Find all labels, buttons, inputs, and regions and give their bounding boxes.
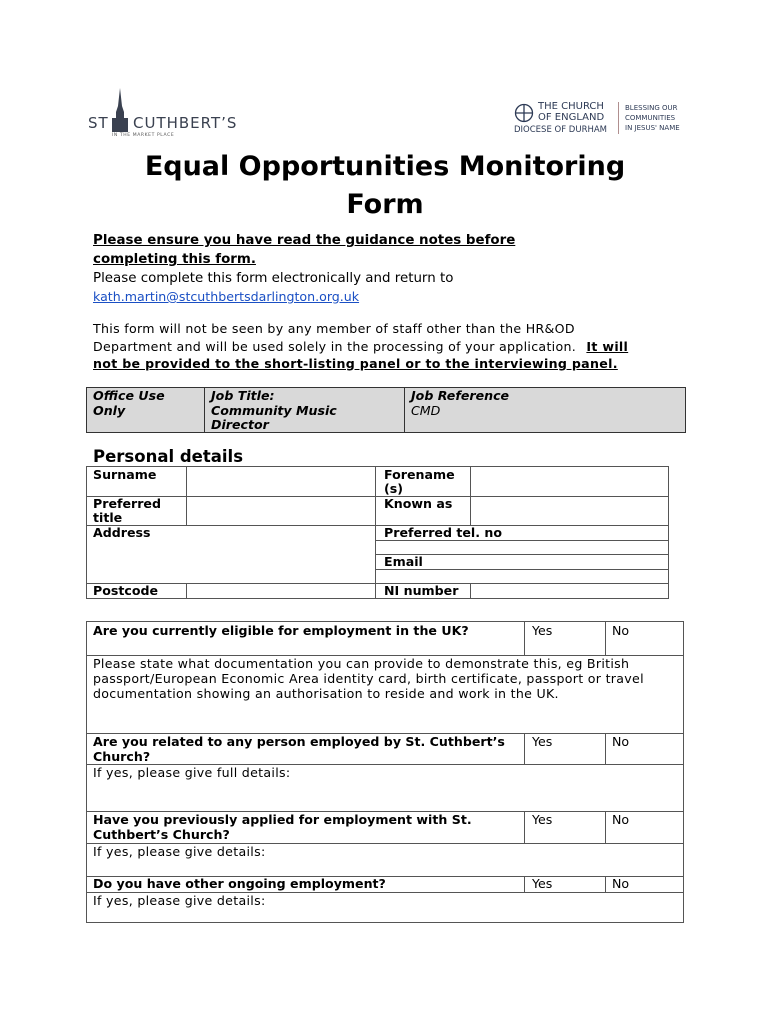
coe-tag2: COMMUNITIES [625, 114, 676, 122]
office-use-table [86, 387, 686, 433]
return-instructions: Please complete this form electronically and return to [93, 271, 454, 286]
q3-no-option[interactable]: No [612, 812, 630, 827]
job-title-cell [205, 388, 405, 432]
form-title [0, 148, 770, 224]
logo-divider [618, 102, 619, 134]
email-field[interactable] [377, 570, 667, 583]
address-label: Address [93, 525, 151, 540]
confidentiality-line2-text: Department and will be used solely in the processing of your application. [93, 339, 577, 354]
logo-tagline: IN THE MARKET PLACE [112, 133, 175, 138]
address-field[interactable] [88, 540, 374, 582]
known-as-label: Known as [384, 496, 453, 511]
surname-label: Surname [93, 467, 157, 482]
guidance-notice-line1: Please ensure you have read the guidance notes before [93, 233, 516, 248]
preferred-title-label: Preferred title [93, 496, 161, 525]
coe-tag3: IN JESUS' NAME [625, 124, 680, 132]
coe-diocese: DIOCESE OF DURHAM [514, 125, 608, 135]
q3-yes-option[interactable]: Yes [532, 812, 553, 827]
q2-related-question: Are you related to any person employed by St. Cuthbert’s Church? [93, 734, 505, 764]
q4-yes-option[interactable]: Yes [532, 876, 553, 891]
return-email-link[interactable]: kath.martin@stcuthbertsdarlington.org.uk [93, 289, 360, 304]
q4-other-employment-question: Do you have other ongoing employment? [93, 876, 386, 891]
q2-yes-option[interactable]: Yes [532, 734, 553, 749]
preferred-tel-field[interactable] [377, 541, 667, 554]
email-label: Email [384, 554, 423, 569]
church-spire-icon [110, 88, 130, 132]
confidentiality-line2 [93, 338, 628, 355]
q2-details-prompt: If yes, please give full details: [93, 765, 291, 780]
q2-details-field[interactable] [88, 780, 682, 810]
coe-tag1: BLESSING OUR [625, 104, 678, 112]
confidentiality-line2-bold: It will [586, 339, 629, 354]
ni-number-field[interactable] [472, 584, 667, 598]
coe-line2: OF ENGLAND [538, 112, 605, 123]
q1-yes-option[interactable]: Yes [532, 623, 553, 638]
logo-cuthberts: CUTHBERT’S [133, 114, 238, 132]
coe-line1: THE CHURCH [538, 101, 604, 112]
q3-details-field[interactable] [88, 859, 682, 875]
q4-details-prompt: If yes, please give details: [93, 893, 266, 908]
personal-details-heading: Personal details [93, 447, 244, 466]
postcode-label: Postcode [93, 583, 159, 598]
confidentiality-line3: not be provided to the short-listing panel or to the interviewing panel. [93, 356, 618, 371]
office-use-label: Office Use Only [87, 388, 205, 432]
job-reference-label: Job Reference [411, 388, 510, 403]
logo-st: ST [88, 114, 109, 132]
form-title-line2: Form [346, 189, 424, 220]
postcode-field[interactable] [188, 584, 374, 598]
guidance-notice-line2: completing this form. [93, 252, 256, 267]
personal-details-table [86, 466, 669, 599]
q2-no-option[interactable]: No [612, 734, 630, 749]
job-reference-value: CMD [411, 402, 441, 418]
eligibility-questions-table [86, 621, 684, 923]
q1-no-option[interactable]: No [612, 623, 630, 638]
job-reference-cell [405, 388, 685, 432]
known-as-field[interactable] [472, 497, 667, 524]
confidentiality-line1: This form will not be seen by any member of staff other than the HR&OD [93, 321, 575, 336]
ni-number-label: NI number [384, 583, 459, 598]
q1-eligibility-question: Are you currently eligible for employment in the UK? [93, 623, 469, 638]
church-of-england-logo [512, 98, 692, 140]
job-title-value: Community Music Director [211, 402, 337, 432]
job-title-label: Job Title: [211, 388, 275, 403]
q4-no-option[interactable]: No [612, 876, 630, 891]
st-cuthberts-logo [88, 88, 253, 140]
q1-documentation-text: Please state what documentation you can provide to demonstrate this, eg British passport/European Economic Area identity card, birth certificate, passport or travel documentation showing an authorisation to reside and work in the UK. [93, 656, 644, 701]
surname-field[interactable] [188, 468, 374, 495]
q3-previous-application-question: Have you previously applied for employment with St. Cuthbert’s Church? [93, 812, 472, 842]
forenames-field[interactable] [472, 468, 667, 495]
q4-details-field[interactable] [88, 908, 682, 922]
cross-circle-icon [514, 103, 534, 123]
forenames-label: Forename(s) [384, 467, 455, 496]
preferred-tel-label: Preferred tel. no [384, 525, 503, 540]
q3-details-prompt: If yes, please give details: [93, 844, 266, 859]
preferred-title-field[interactable] [188, 497, 374, 524]
form-title-line1: Equal Opportunities Monitoring [144, 151, 626, 182]
